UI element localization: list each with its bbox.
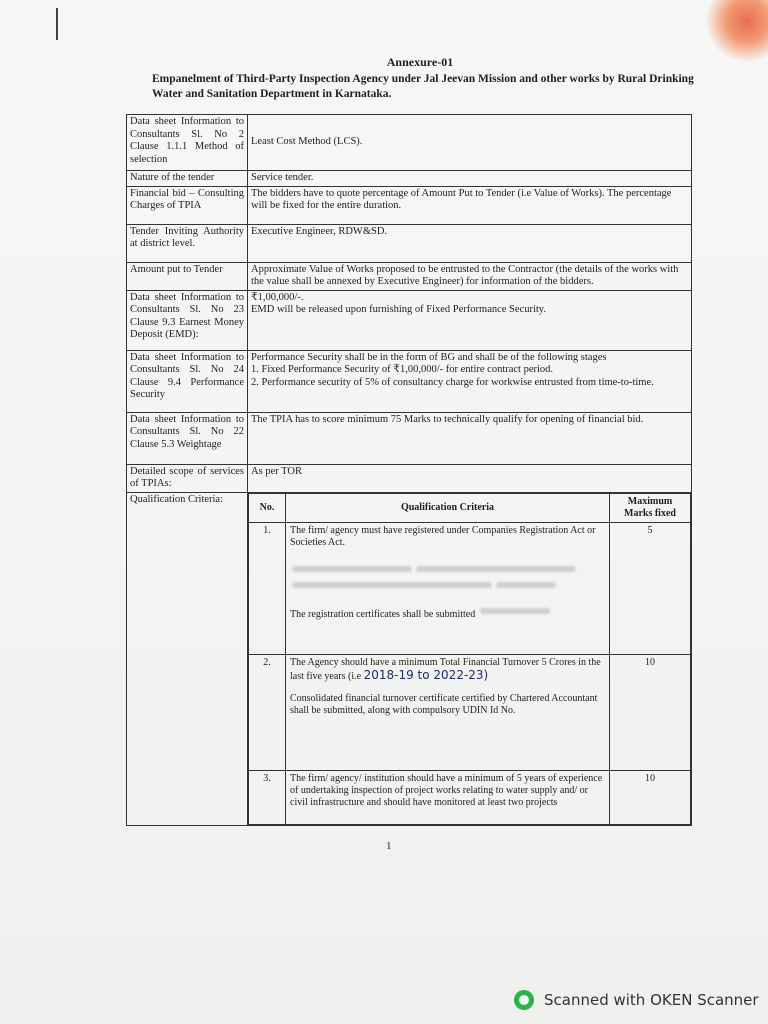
- row-label: Data sheet Information to Consultants Sl. No 2 Clause 1.1.1 Method of selection: [127, 115, 248, 171]
- document-header: [140, 55, 700, 102]
- qualification-row: [127, 492, 692, 825]
- criteria-text: The firm/ agency/ institution should have a minimum of 5 years of experience of undertaking inspection of project works relating to water supply and/ or civil infrastructure and should have monitored at least two projects: [286, 770, 610, 824]
- criteria-marks: 10: [610, 654, 691, 770]
- table-row: [127, 115, 692, 171]
- row-value: Executive Engineer, RDW&SD.: [248, 224, 692, 262]
- qualification-header-row: [249, 493, 691, 522]
- table-row: [127, 262, 692, 290]
- row-label: Tender Inviting Authority at district level.: [127, 224, 248, 262]
- page-number: 1: [386, 840, 392, 852]
- criteria-marks: 5: [610, 522, 691, 654]
- criteria-text-2: Consolidated financial turnover certificate certified by Chartered Accountant shall be submitted, along with compulsory UDIN Id No.: [290, 692, 598, 716]
- scanner-text: Scanned with OKEN Scanner: [544, 991, 759, 1009]
- criteria-text-2: [290, 605, 605, 621]
- criteria-text-1: The firm/ agency must have registered under Companies Registration Act or Societies Act.: [290, 524, 596, 548]
- corner-stain: [698, 0, 768, 70]
- annexure-heading: Annexure-01: [386, 55, 454, 69]
- criteria-text-1-content: The Agency should have a minimum Total Financial Turnover 5 Crores in the last five years (i.e: [290, 656, 601, 682]
- criteria-marks: 10: [610, 770, 691, 824]
- oken-scanner-icon: [514, 990, 534, 1010]
- row-label: Data sheet Information to Consultants Sl. No 22 Clause 5.3 Weightage: [127, 412, 248, 464]
- row-label: Financial bid – Consulting Charges of TPIA: [127, 186, 248, 224]
- handwritten-years: 2018-19 to 2022-23): [363, 667, 489, 682]
- header-marks: Maximum Marks fixed: [610, 493, 691, 522]
- redacted-text: [290, 563, 605, 595]
- row-label: Data sheet Information to Consultants Sl. No 23 Clause 9.3 Earnest Money Deposit (EMD):: [127, 290, 248, 350]
- table-row: [127, 186, 692, 224]
- row-value: Performance Security shall be in the form of BG and shall be of the following stages 1. Fixed Performance Security of ₹1,00,000/- for entire contract period. 2. Performance security of 5% of consultancy charge for workwise entrusted from time-to-time.: [248, 350, 692, 412]
- table-row: [127, 171, 692, 187]
- criteria-number: 3.: [249, 770, 286, 824]
- criteria-number: 1.: [249, 522, 286, 654]
- row-value: Service tender.: [248, 171, 692, 187]
- criteria-text-1: [290, 657, 605, 683]
- scan-mark: [56, 8, 58, 40]
- criteria-number: 2.: [249, 654, 286, 770]
- qualification-label: Qualification Criteria:: [127, 492, 248, 825]
- criteria-text: [286, 654, 610, 770]
- scanner-footer: [514, 990, 759, 1010]
- row-label: Detailed scope of services of TPIAs:: [127, 464, 248, 492]
- qualification-table: [248, 493, 691, 825]
- row-value: As per TOR: [248, 464, 692, 492]
- criteria-row: [249, 522, 691, 654]
- document-title: Empanelment of Third-Party Inspection Agency under Jal Jeevan Mission and other works by Rural Drinking Water and Sanitation Department in Karnataka.: [152, 73, 694, 100]
- row-label: Data sheet Information to Consultants Sl. No 24 Clause 9.4 Performance Security: [127, 350, 248, 412]
- table-row: [127, 412, 692, 464]
- criteria-row: [249, 770, 691, 824]
- qualification-cell: [248, 492, 692, 825]
- tender-details-table: [126, 114, 692, 826]
- table-row: [127, 350, 692, 412]
- table-row: [127, 464, 692, 492]
- row-value: Approximate Value of Works proposed to be entrusted to the Contractor (the details of the works with the value shall be annexed by Executive Engineer) for information of the bidders.: [248, 262, 692, 290]
- row-value: ₹1,00,000/-. EMD will be released upon furnishing of Fixed Performance Security.: [248, 290, 692, 350]
- row-value: The TPIA has to score minimum 75 Marks to technically qualify for opening of financial bid.: [248, 412, 692, 464]
- header-no: No.: [249, 493, 286, 522]
- criteria-text: [286, 522, 610, 654]
- criteria-row: [249, 654, 691, 770]
- row-value: Least Cost Method (LCS).: [248, 115, 692, 171]
- row-label: Nature of the tender: [127, 171, 248, 187]
- row-label: Amount put to Tender: [127, 262, 248, 290]
- table-row: [127, 290, 692, 350]
- table-row: [127, 224, 692, 262]
- header-criteria: Qualification Criteria: [286, 493, 610, 522]
- criteria-text-2-content: The registration certificates shall be submitted: [290, 608, 476, 620]
- row-value: The bidders have to quote percentage of Amount Put to Tender (i.e Value of Works). The percentage will be fixed for the entire duration.: [248, 186, 692, 224]
